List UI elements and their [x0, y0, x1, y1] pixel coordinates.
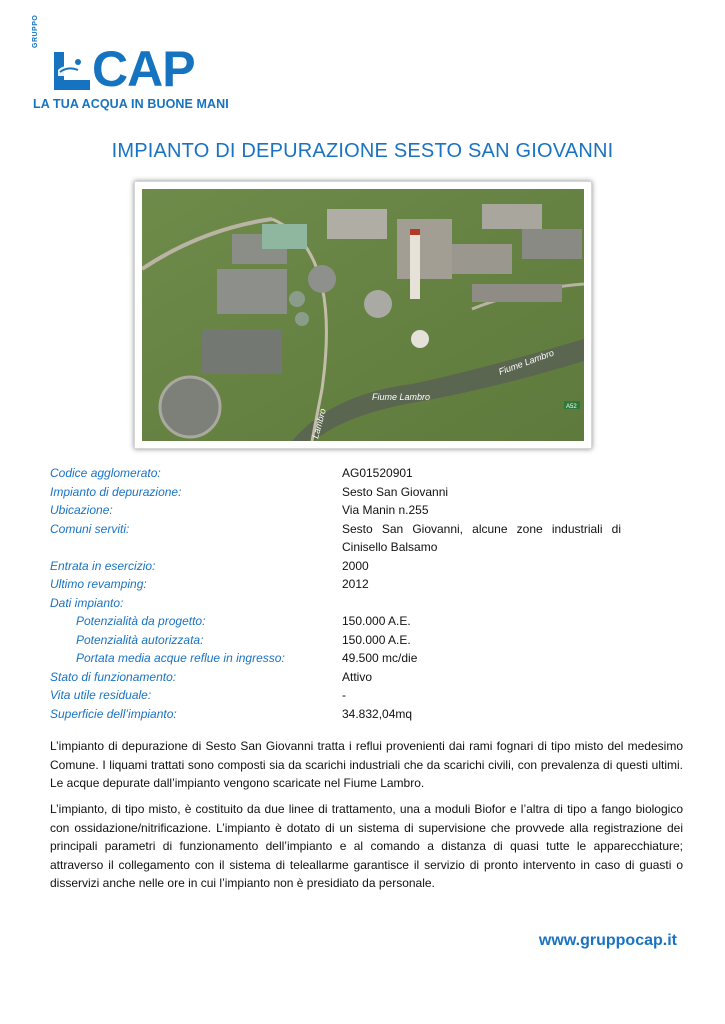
detail-row — [50, 501, 625, 520]
detail-sublabel: Portata media acque reflue in ingresso: — [76, 651, 285, 665]
description-paragraph-1: L’impianto di depurazione di Sesto San Giovanni tratta i reflui provenienti dai rami fognari di tipo misto del medesimo Comune. I liquami trattati sono composti sia da scarichi industriali che da scarichi civili, con prevalenza di questi ultimi. Le acque depurate dall’impianto vengono scaricate nel Fiume Lambro. — [50, 739, 683, 790]
detail-value: Sesto San Giovanni — [342, 484, 449, 499]
detail-value: Attivo — [342, 669, 373, 684]
detail-value: 2000 — [342, 558, 369, 573]
detail-label: Codice agglomerato: — [50, 466, 161, 480]
river-label-1: Fiume Lambro — [372, 392, 431, 402]
logo-brand: CAP — [92, 41, 195, 97]
detail-label: Impianto di depurazione: — [50, 484, 182, 499]
detail-label: Ubicazione: — [50, 503, 113, 517]
detail-value: 150.000 A.E. — [342, 632, 411, 647]
detail-row — [50, 631, 625, 650]
detail-sublabel: Potenzialità autorizzata: — [76, 632, 204, 647]
detail-value: 34.832,04mq — [342, 706, 413, 721]
detail-label: Dati impianto: — [50, 595, 124, 610]
detail-row — [50, 483, 625, 502]
detail-value — [342, 594, 621, 613]
detail-row — [50, 686, 625, 705]
road-sign-label: A52 — [566, 404, 577, 410]
cap-logo-icon — [50, 50, 92, 92]
river-label-2: Fiume Lambro — [497, 347, 556, 377]
detail-row — [50, 575, 625, 594]
detail-row — [50, 464, 625, 483]
detail-value: - — [342, 688, 346, 702]
detail-value: AG01520901 — [342, 466, 413, 480]
detail-sublabel: Potenzialità da progetto: — [76, 614, 206, 628]
aerial-photo-image — [142, 189, 584, 441]
detail-row — [50, 612, 625, 631]
detail-value: 150.000 A.E. — [342, 614, 411, 628]
detail-label: Ultimo revamping: — [50, 577, 147, 591]
detail-row — [50, 668, 625, 687]
logo-gruppo-text: GRUPPO — [32, 14, 39, 48]
page-title: IMPIANTO DI DEPURAZIONE SESTO SAN GIOVANNI — [111, 140, 614, 162]
detail-label: Superficie dell’impianto: — [50, 706, 177, 721]
detail-value: 49.500 mc/die — [342, 651, 418, 665]
detail-row — [50, 649, 625, 668]
detail-value: Sesto San Giovanni, alcune zone industriali di Cinisello Balsamo — [342, 521, 621, 554]
website-link[interactable]: www.gruppocap.it — [538, 932, 677, 949]
aerial-photo — [134, 181, 592, 449]
detail-value: Via Manin n.255 — [342, 503, 429, 517]
description-paragraph-2: L’impianto, di tipo misto, è costituito da due linee di trattamento, una a moduli Biofor e l’altra di tipo a fango biologico con ossidazione/nitrificazione. L’impianto è dotato di un sistema di supervisione che provvede alla registrazione dei principali parametri di funzionamento dell’impianto e al comando a distanza di quasi tutte le apparecchiature; attraverso il collegamento con il sistema di teleallarme garantisce il servizio di pronto intervento in caso di guasti o disservizi anche nelle ore in cui l’impianto non è presidiato da personale. — [50, 802, 683, 890]
detail-label: Entrata in esercizio: — [50, 558, 156, 573]
detail-row — [50, 705, 625, 724]
detail-row — [50, 557, 625, 576]
detail-label: Comuni serviti: — [50, 521, 130, 536]
detail-label: Stato di funzionamento: — [50, 669, 177, 684]
river-label-3: Lambro — [310, 407, 328, 440]
detail-row — [50, 520, 625, 557]
detail-label: Vita utile residuale: — [50, 688, 152, 702]
detail-value: 2012 — [342, 577, 369, 591]
detail-row — [50, 594, 625, 613]
logo-tagline: LA TUA ACQUA IN BUONE MANI — [33, 97, 229, 111]
plant-details — [50, 464, 625, 723]
